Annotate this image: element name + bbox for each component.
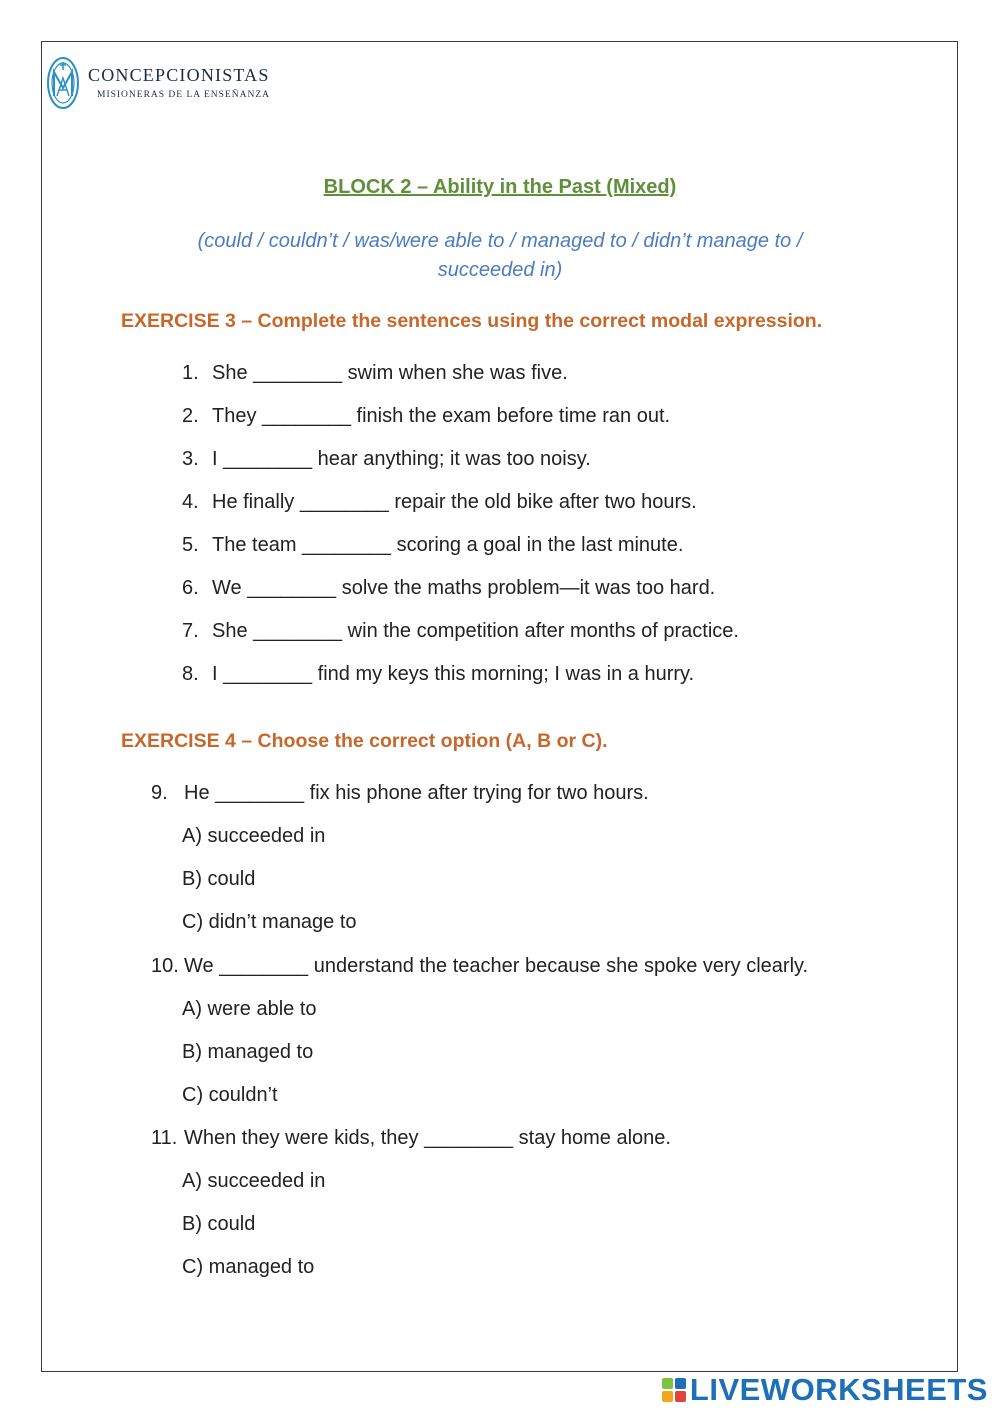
question-number: 9. [151, 782, 168, 804]
item-number: 1. [182, 362, 199, 384]
item-text: I ________ hear anything; it was too noisy. [212, 448, 591, 470]
answer-option: A) were able to [182, 998, 317, 1020]
item-number: 8. [182, 663, 199, 685]
item-number: 7. [182, 620, 199, 642]
exercise-3-item [182, 491, 697, 514]
item-text: They ________ finish the exam before time ran out. [212, 405, 671, 427]
liveworksheets-watermark[interactable] [661, 1372, 988, 1408]
exercise-3-item [182, 362, 568, 385]
block-subtitle [150, 227, 850, 285]
answer-option: C) didn’t manage to [182, 911, 357, 933]
item-number: 6. [182, 577, 199, 599]
exercise-3-title: EXERCISE 3 – Complete the sentences using the correct modal expression. [121, 310, 823, 332]
question-number: 11. [151, 1127, 178, 1149]
org-name: CONCEPCIONISTAS [88, 65, 270, 85]
monogram-icon [46, 56, 80, 110]
answer-option: C) managed to [182, 1256, 315, 1278]
block-subtitle-line-2: succeeded in) [437, 259, 563, 281]
answer-option: A) succeeded in [182, 1170, 326, 1192]
exercise-4-question [151, 782, 649, 805]
watermark-text: LIVEWORKSHEETS [689, 1372, 988, 1407]
school-logo [46, 56, 270, 110]
item-text: She ________ swim when she was five. [212, 362, 568, 384]
block-subtitle-line-1: (could / couldn’t / was/were able to / managed to / didn’t manage to / [197, 230, 803, 252]
item-number: 3. [182, 448, 199, 470]
item-number: 5. [182, 534, 199, 556]
exercise-4-question [151, 955, 808, 978]
question-number: 10. [151, 955, 179, 977]
item-text: I ________ find my keys this morning; I was in a hurry. [212, 663, 695, 685]
item-text: We ________ solve the maths problem—it was too hard. [212, 577, 716, 599]
exercise-3-item [182, 448, 591, 471]
exercise-3-item [182, 620, 739, 643]
item-text: She ________ win the competition after months of practice. [212, 620, 739, 642]
block-title: BLOCK 2 – Ability in the Past (Mixed) [323, 176, 677, 198]
exercise-3-item [182, 405, 670, 428]
answer-option: A) succeeded in [182, 825, 326, 847]
exercise-3-item [182, 663, 694, 686]
answer-option: B) could [182, 868, 256, 890]
question-text: When they were kids, they ________ stay home alone. [184, 1127, 671, 1149]
item-number: 2. [182, 405, 199, 427]
exercise-3-item [182, 534, 683, 557]
org-subtitle: MISIONERAS DE LA ENSEÑANZA [97, 90, 270, 100]
question-text: We ________ understand the teacher because she spoke very clearly. [184, 955, 809, 977]
item-text: He finally ________ repair the old bike after two hours. [212, 491, 697, 513]
answer-option: B) managed to [182, 1041, 314, 1063]
liveworksheets-badge-icon [661, 1377, 687, 1403]
exercise-3-item [182, 577, 715, 600]
answer-option: B) could [182, 1213, 256, 1235]
question-text: He ________ fix his phone after trying for two hours. [184, 782, 649, 804]
item-number: 4. [182, 491, 199, 513]
exercise-4-title: EXERCISE 4 – Choose the correct option (A, B or C). [121, 730, 608, 752]
exercise-4-question [151, 1127, 671, 1150]
item-text: The team ________ scoring a goal in the last minute. [212, 534, 684, 556]
answer-option: C) couldn’t [182, 1084, 278, 1106]
